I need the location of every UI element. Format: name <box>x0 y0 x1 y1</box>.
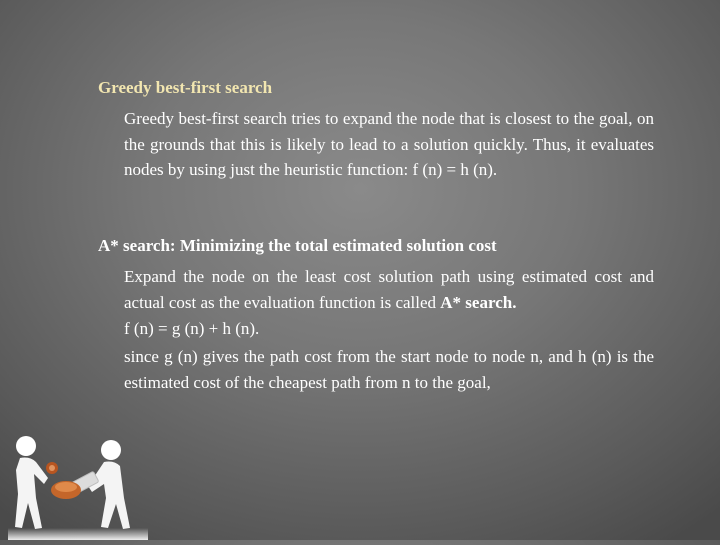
floor-reflection <box>8 528 148 540</box>
section-heading-astar: A* search: Minimizing the total estimated solution cost <box>98 236 497 255</box>
astar-body-text: Expand the node on the least cost solution path using estimated cost and actual cost as the evaluation function is called <box>124 267 654 312</box>
section-body-astar <box>124 264 654 315</box>
section-heading-greedy: Greedy best-first search <box>98 78 273 97</box>
section-body-greedy: Greedy best-first search tries to expand the node that is closest to the goal, on the grounds that this is likely to lead to a solution quickly. Thus, it evaluates nodes by using just the heuristic function: f (n) = h (n). <box>124 109 654 179</box>
illustration-figures <box>8 428 143 540</box>
explanation-note: since g (n) gives the path cost from the start node to node n, and h (n) is the estimated cost of the cheapest path from n to the goal, <box>124 347 654 392</box>
astar-emphasis: A* search. <box>440 292 517 312</box>
two-figures-icon <box>8 428 143 540</box>
formula: f (n) = g (n) + h (n). <box>124 319 260 338</box>
